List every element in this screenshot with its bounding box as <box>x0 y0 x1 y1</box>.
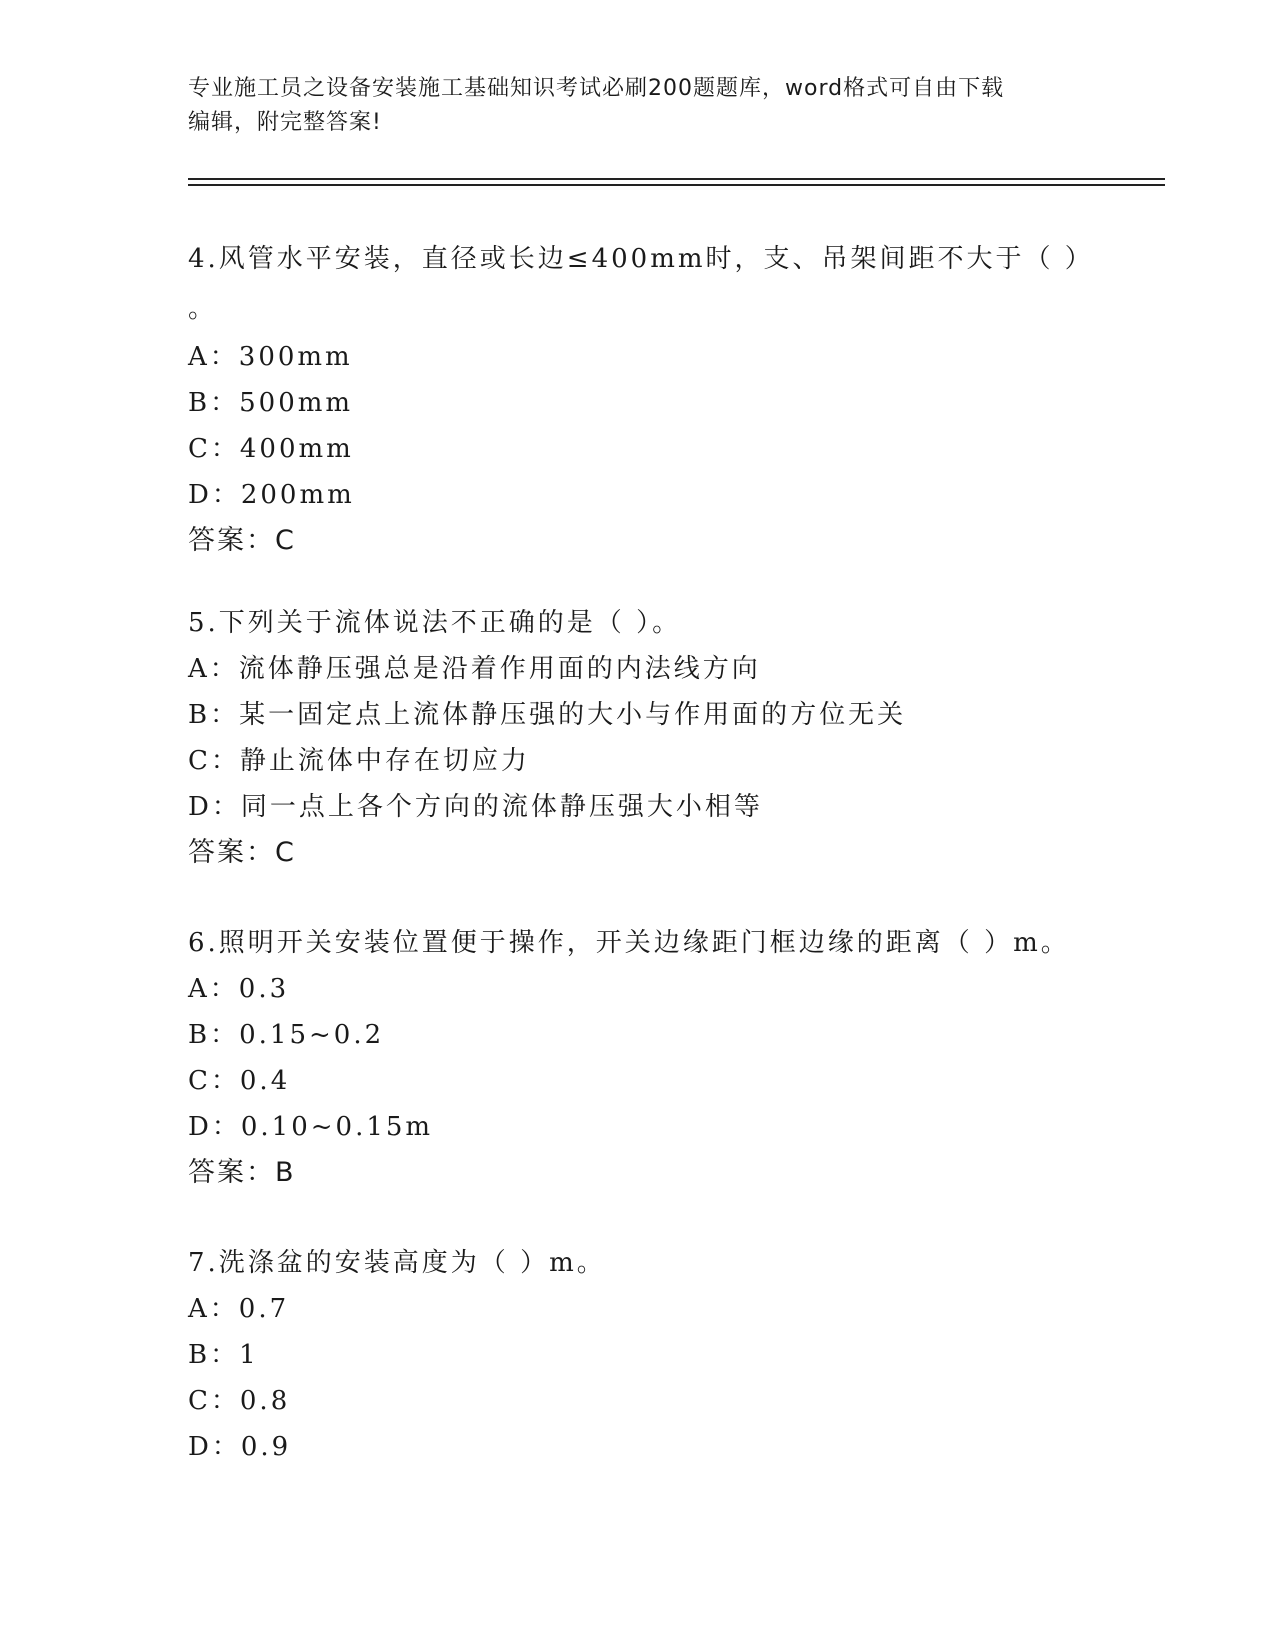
option-a: A：0.7 <box>188 1294 290 1324</box>
option-d: D：200mm <box>188 480 355 510</box>
option-d: D：0.10~0.15m <box>188 1112 434 1142</box>
answer: 答案：B <box>188 1157 296 1188</box>
question-stem: 5.下列关于流体说法不正确的是（ ）。 <box>188 608 682 638</box>
header-line-1: 专业施工员之设备安装施工基础知识考试必刷200题题库，word格式可自由下载 <box>188 76 1005 101</box>
answer: 答案：C <box>188 837 296 868</box>
question-stem: 6.照明开关安装位置便于操作，开关边缘距门框边缘的距离（ ）m。 <box>188 928 1070 958</box>
question-stem-continuation: 。 <box>188 294 218 324</box>
question-7 <box>188 1240 1088 1470</box>
option-b: B：0.15~0.2 <box>188 1020 385 1050</box>
option-a: A：300mm <box>188 342 353 372</box>
question-6 <box>188 920 1088 1196</box>
option-b: B：500mm <box>188 388 354 418</box>
option-a: A：0.3 <box>188 974 290 1004</box>
question-stem: 7.洗涤盆的安装高度为（ ）m。 <box>188 1248 606 1278</box>
option-c: C：0.4 <box>188 1066 291 1096</box>
document-header <box>188 72 1088 140</box>
option-c: C：400mm <box>188 434 354 464</box>
option-c: C：静止流体中存在切应力 <box>188 746 530 776</box>
header-line-2: 编辑，附完整答案! <box>188 110 382 135</box>
option-b: B：某一固定点上流体静压强的大小与作用面的方位无关 <box>188 700 907 730</box>
question-stem: 4.风管水平安装，直径或长边≤400mm时，支、吊架间距不大于（ ） <box>188 244 1094 274</box>
question-4 <box>188 234 1094 564</box>
option-c: C：0.8 <box>188 1386 291 1416</box>
option-a: A：流体静压强总是沿着作用面的内法线方向 <box>188 654 761 684</box>
header-divider-bottom <box>188 184 1165 186</box>
option-b: B：1 <box>188 1340 259 1370</box>
option-d: D：0.9 <box>188 1432 292 1462</box>
option-d: D：同一点上各个方向的流体静压强大小相等 <box>188 792 763 822</box>
answer: 答案：C <box>188 525 296 556</box>
header-divider-top <box>188 178 1165 180</box>
question-5 <box>188 600 1088 876</box>
